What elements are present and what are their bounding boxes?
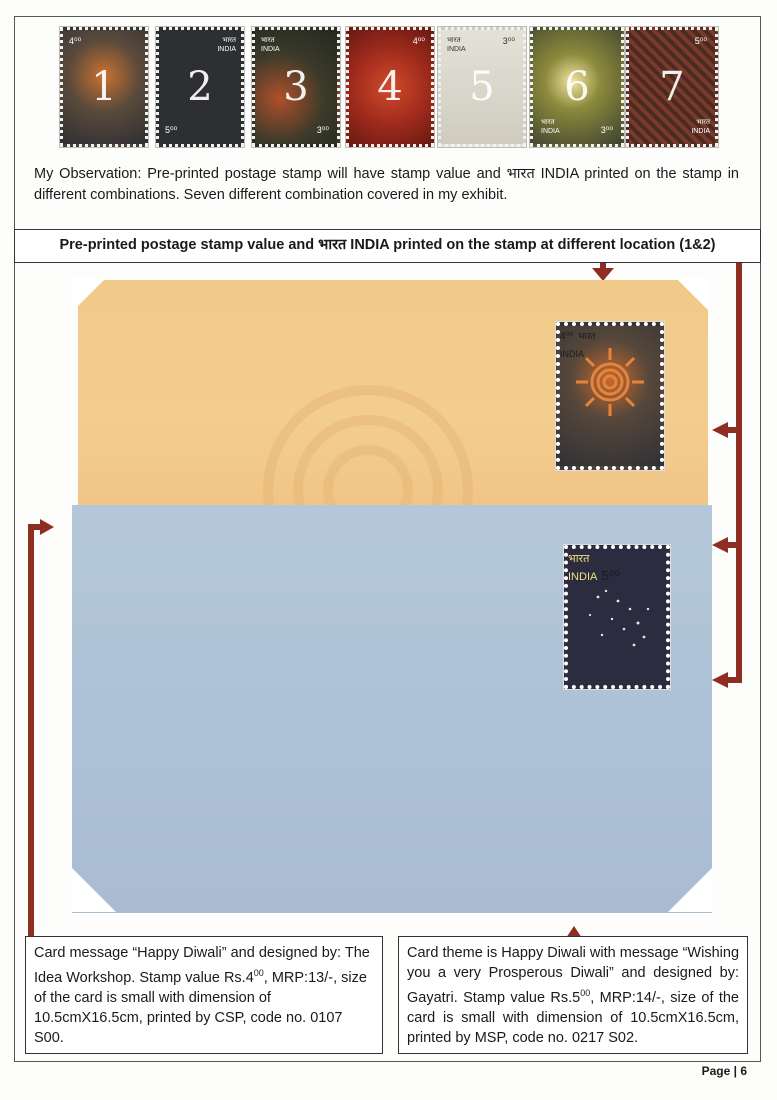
sun-icon: [574, 346, 646, 418]
stamp-country: भारत INDIA: [217, 37, 236, 53]
stamp-value: 3⁰⁰: [502, 36, 515, 46]
stamp-country: भारत INDIA: [560, 331, 596, 359]
stamp-6: [530, 27, 624, 147]
arrow-stem: [726, 427, 740, 433]
desc-text: Card message “Happy Diwali” and designed by: The Idea Workshop. Stamp value Rs.4: [34, 945, 370, 986]
page-number: Page | 6: [701, 1064, 747, 1078]
stamp-value: 3⁰⁰: [316, 125, 329, 135]
stamp-4: [346, 27, 434, 147]
card-stamp: [556, 322, 664, 470]
card-stamp: [564, 545, 670, 689]
stamp-value: 5⁰⁰: [601, 568, 620, 583]
postal-card-orange: [78, 280, 708, 512]
desc-text: Card theme is Happy Diwali with message “Wishing you a very Prosperous Diwali” and designed by: Gayatri. Stamp value Rs.5: [407, 945, 740, 1006]
stamp-value: 5⁰⁰: [694, 36, 707, 46]
photo-corner-tr: [676, 278, 710, 312]
stamp-country: भारत INDIA: [447, 37, 466, 53]
stamp-number: 6: [564, 64, 590, 110]
stamp-value: 4⁰⁰: [412, 36, 425, 46]
bracket-line-left: [28, 524, 34, 936]
stamp-2: [156, 27, 244, 147]
stamp-5: [438, 27, 526, 147]
fireworks-icon: [578, 579, 662, 659]
arrow-left-icon: [712, 422, 728, 438]
stamp-7: [626, 27, 718, 147]
card2-description: [398, 936, 748, 1054]
photo-corner-bl: [72, 868, 116, 912]
arrow-right-icon: [40, 519, 54, 535]
stamp-1: [60, 27, 148, 147]
stamp-number: 7: [659, 64, 685, 110]
stamp-number: 3: [283, 64, 309, 110]
stamp-country: भारत INDIA: [261, 37, 280, 53]
stamp-value: 4⁰⁰: [69, 36, 82, 46]
arrow-stem: [726, 677, 740, 683]
stamp-number: 1: [91, 64, 117, 110]
stamp-country: भारत INDIA: [541, 119, 560, 135]
card1-description: [25, 936, 383, 1054]
stamp-value: 4⁰⁰: [560, 331, 574, 342]
stamp-number: 4: [377, 64, 403, 110]
arrow-left-icon: [712, 537, 728, 553]
observation-text: My Observation: Pre-printed postage stamp will have stamp value and भारत INDIA printed on the stamp in different combinations. Seven different combination covered in my exhibit.: [34, 166, 739, 203]
arrow-stem: [726, 542, 740, 548]
stamp-number: 2: [187, 64, 213, 110]
stamp-strip: [60, 27, 720, 149]
desc-sup: 00: [253, 968, 264, 978]
desc-text: , MRP:14/-, size of the card is small with dimension of 10.5cmX16.5cm, printed by MSP, code no. 0217 S02.: [407, 989, 739, 1046]
arrow-left-icon: [712, 672, 728, 688]
bracket-line-right: [736, 263, 742, 683]
stamp-value: 3⁰⁰: [600, 125, 613, 135]
desc-sup: 00: [580, 988, 591, 998]
postal-card-blue: [72, 505, 712, 913]
photo-corner-tl: [72, 278, 106, 312]
desc-text: , MRP:13/-, size of the card is small with dimension of 10.5cmX16.5cm, printed by CSP, code no. 0107 S00.: [34, 969, 367, 1046]
section-banner: Pre-printed postage stamp value and भारत INDIA printed on the stamp at different location (1&2): [14, 229, 761, 263]
stamp-value: 5⁰⁰: [165, 125, 178, 135]
stamp-3: [252, 27, 340, 147]
stamp-country: भारत INDIA: [691, 119, 710, 135]
stamp-country: भारत INDIA: [568, 553, 598, 583]
photo-corner-br: [668, 868, 712, 912]
stamp-number: 5: [469, 64, 495, 110]
